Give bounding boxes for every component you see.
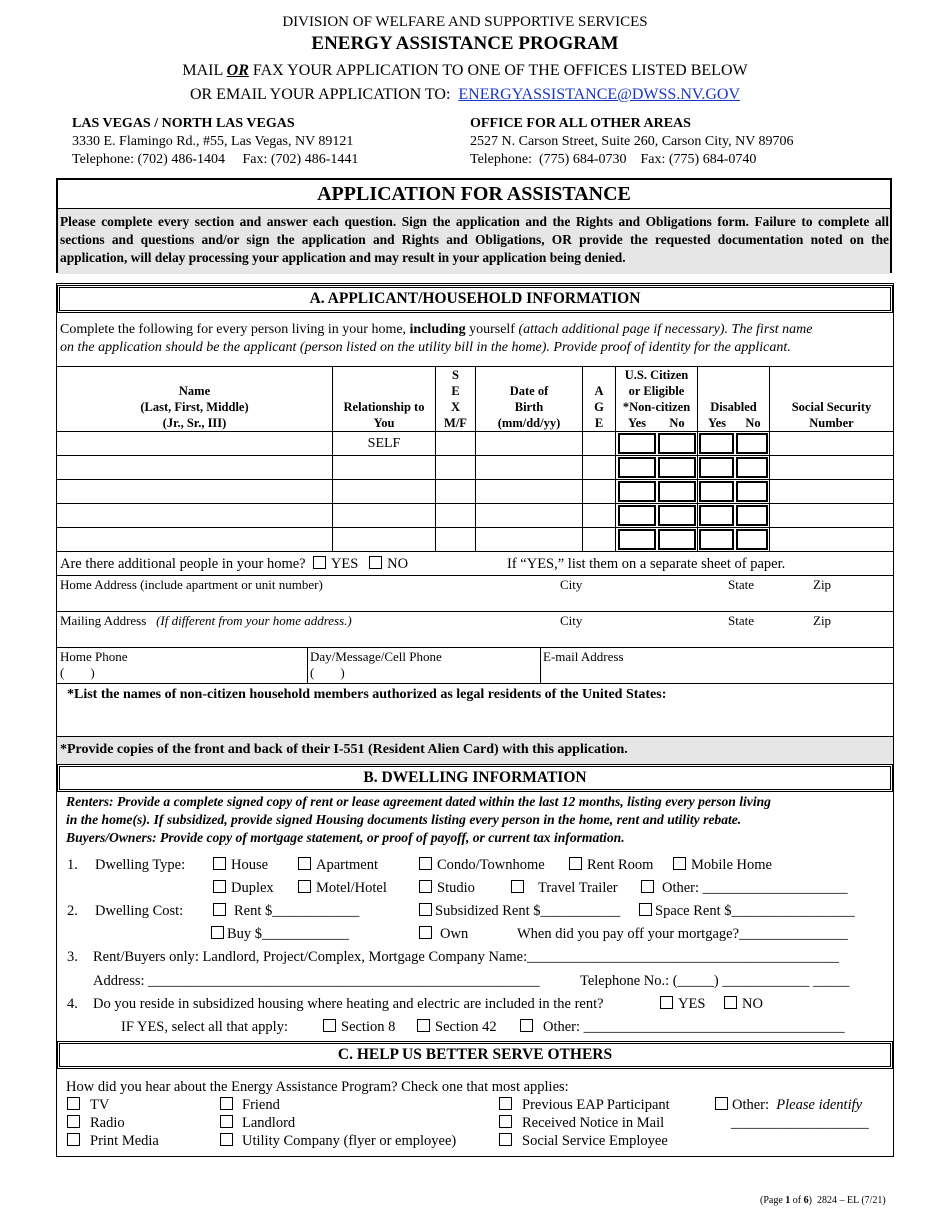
office-lv-title: LAS VEGAS / NORTH LAS VEGAS — [72, 116, 295, 131]
disabled-yes-cell[interactable] — [699, 529, 734, 550]
col-sex-l3: X — [450, 400, 461, 414]
renters-line-1: Renters: Provide a complete signed copy of rent or lease agreement dated within the last 12 months, listing every person living — [66, 794, 771, 809]
q2-number: 2. — [67, 903, 78, 919]
program-name: ENERGY ASSISTANCE PROGRAM — [311, 33, 619, 54]
disabled-no-cell[interactable] — [736, 529, 768, 550]
landlord-label: Landlord — [242, 1115, 296, 1131]
home-zip-label: Zip — [813, 577, 832, 592]
col-cit-l1: U.S. Citizen — [624, 368, 689, 382]
additional-q-text: Are there additional people in your home? — [60, 556, 306, 572]
col-name-header — [57, 383, 332, 431]
apartment-checkbox[interactable] — [298, 857, 311, 870]
tv-checkbox[interactable] — [67, 1097, 80, 1110]
cost-own[interactable] — [419, 926, 468, 943]
section8-option[interactable] — [323, 1019, 395, 1036]
col-age-l1: A — [594, 384, 604, 398]
previous-eap-label: Previous EAP Participant — [522, 1097, 670, 1113]
col-citizen-yes: Yes — [627, 416, 647, 430]
q4-no[interactable] — [724, 996, 763, 1013]
type-apartment[interactable] — [298, 857, 378, 874]
studio-label: Studio — [437, 880, 475, 896]
instr-pre: Complete the following for every person living in your home, — [60, 322, 410, 337]
disabled-yes-cell[interactable] — [699, 457, 734, 478]
phone-divider — [540, 647, 541, 683]
radio-label: Radio — [90, 1115, 125, 1131]
col-sex-l2: E — [451, 384, 460, 398]
citizen-no-cell[interactable] — [658, 529, 696, 550]
q3-number: 3. — [67, 949, 78, 965]
type-house[interactable] — [213, 857, 268, 874]
additional-yes-checkbox[interactable] — [313, 556, 326, 569]
footer-form-number: 2824 – EL (7/21) — [816, 1195, 886, 1206]
motel-checkbox[interactable] — [298, 880, 311, 893]
hear-tv[interactable] — [67, 1097, 109, 1114]
mail-or: OR — [226, 62, 249, 79]
additional-people-question — [60, 556, 408, 573]
buy-checkbox[interactable] — [211, 926, 224, 939]
tv-label: TV — [90, 1097, 110, 1113]
disabled-yes-cell[interactable] — [699, 433, 734, 454]
type-motel[interactable] — [298, 880, 387, 897]
cell-phone-label: Day/Message/Cell Phone — [310, 649, 442, 664]
q2-label: Dwelling Cost: — [95, 903, 184, 919]
condo-checkbox[interactable] — [419, 857, 432, 870]
mailing-label: Mailing Address — [60, 613, 147, 628]
section42-label: Section 42 — [435, 1019, 497, 1035]
q4-no-checkbox[interactable] — [724, 996, 737, 1009]
duplex-checkbox[interactable] — [213, 880, 226, 893]
application-title: APPLICATION FOR ASSISTANCE — [58, 180, 890, 209]
hear-utility[interactable] — [220, 1133, 456, 1150]
col-dob-l3: (mm/dd/yy) — [497, 416, 561, 430]
email-instruction — [0, 86, 930, 104]
email-link[interactable]: ENERGYASSISTANCE@DWSS.NV.GOV — [458, 86, 741, 103]
additional-no-label: NO — [387, 556, 409, 572]
mobile-home-label: Mobile Home — [691, 857, 772, 873]
travel-trailer-checkbox[interactable] — [511, 880, 524, 893]
subsidized-checkbox[interactable] — [419, 903, 432, 916]
cell-phone-paren: ( ) — [310, 665, 345, 680]
col-rel-l1: Relationship to — [343, 400, 425, 414]
other-hear-line: ___________________ — [731, 1115, 869, 1131]
rule — [57, 647, 893, 648]
additional-yes-label: YES — [330, 556, 359, 572]
col-ssn-l2: Number — [809, 416, 854, 430]
col-age-header — [583, 383, 615, 431]
q4-number: 4. — [67, 996, 78, 1012]
col-disabled-yes: Yes — [707, 416, 727, 430]
ifyes-label: IF YES, select all that apply: — [121, 1019, 288, 1035]
studio-checkbox[interactable] — [419, 880, 432, 893]
col-cit-l2: or Eligible — [628, 384, 685, 398]
landlord-checkbox[interactable] — [220, 1115, 233, 1128]
payoff-question: When did you pay off your mortgage?_______________ — [517, 926, 848, 942]
additional-no-checkbox[interactable] — [369, 556, 382, 569]
col-dob-header — [476, 383, 582, 431]
col-dob-l2: Birth — [514, 400, 544, 414]
section42-checkbox[interactable] — [417, 1019, 430, 1032]
friend-checkbox[interactable] — [220, 1097, 233, 1110]
i551-note: *Provide copies of the front and back of their I-551 (Resident Alien Card) with this application. — [60, 742, 628, 757]
rule — [57, 611, 893, 612]
home-phone-label: Home Phone — [60, 649, 128, 664]
disabled-no-cell[interactable] — [736, 481, 768, 502]
q3-label: Rent/Buyers only: Landlord, Project/Complex, Mortgage Company Name:___________________________________________ — [93, 949, 839, 965]
hear-previous-eap[interactable] — [499, 1097, 670, 1114]
table-bottom-rule — [57, 551, 893, 552]
citizen-yes-cell[interactable] — [618, 481, 656, 502]
hear-question: How did you hear about the Energy Assistance Program? Check one that most applies: — [66, 1079, 569, 1095]
section8-label: Section 8 — [341, 1019, 396, 1035]
q1-label: Dwelling Type: — [95, 857, 186, 873]
other-hear-note: Please identify — [776, 1097, 863, 1113]
col-citizen-header — [616, 367, 697, 415]
disabled-no-cell[interactable] — [736, 457, 768, 478]
duplex-label: Duplex — [231, 880, 274, 896]
q1-number: 1. — [67, 857, 78, 873]
other-subsidy-label: Other: ____________________________________ — [543, 1019, 845, 1035]
col-cit-l3: *Non-citizen — [622, 400, 691, 414]
footer-page-pre: (Page — [760, 1195, 786, 1206]
utility-label: Utility Company (flyer or employee) — [242, 1133, 457, 1149]
phone-divider — [307, 647, 308, 683]
print-media-label: Print Media — [90, 1133, 159, 1149]
hear-notice-mail[interactable] — [499, 1115, 664, 1132]
instr-italic-1: (attach additional page if necessary). The first name — [518, 322, 813, 337]
disabled-no-cell[interactable] — [736, 505, 768, 526]
office-lv-phones: Telephone: (702) 486-1404 Fax: (702) 486-1441 — [72, 152, 359, 167]
section-b-title: B. DWELLING INFORMATION — [59, 766, 891, 790]
mailing-zip-label: Zip — [813, 613, 832, 628]
other-hear-label: Other: — [732, 1097, 770, 1113]
division-name: DIVISION OF WELFARE AND SUPPORTIVE SERVICES — [282, 14, 648, 30]
home-state-label: State — [728, 577, 754, 592]
utility-checkbox[interactable] — [220, 1133, 233, 1146]
motel-label: Motel/Hotel — [316, 880, 387, 896]
citizen-no-cell[interactable] — [658, 457, 696, 478]
q4-yes-label: YES — [678, 996, 706, 1012]
type-mobile-home[interactable] — [673, 857, 772, 874]
q4-yes-checkbox[interactable] — [660, 996, 673, 1009]
citizen-yes-cell[interactable] — [618, 457, 656, 478]
section-c-title: C. HELP US BETTER SERVE OTHERS — [59, 1043, 891, 1067]
col-divider — [332, 366, 333, 551]
col-relationship-header — [333, 399, 435, 431]
rule — [57, 764, 893, 765]
q4-yes[interactable] — [660, 996, 705, 1013]
hear-radio[interactable] — [67, 1115, 125, 1132]
other-hear-checkbox[interactable] — [715, 1097, 728, 1110]
print-media-checkbox[interactable] — [67, 1133, 80, 1146]
citizen-no-cell[interactable] — [658, 433, 696, 454]
citizen-yes-cell[interactable] — [618, 529, 656, 550]
space-rent-label: Space Rent $_________________ — [655, 903, 855, 919]
citizen-yes-cell[interactable] — [618, 505, 656, 526]
mail-pre: MAIL — [182, 62, 227, 79]
travel-trailer-label: Travel Trailer — [538, 880, 618, 896]
section8-checkbox[interactable] — [323, 1019, 336, 1032]
disabled-yes-cell[interactable] — [699, 505, 734, 526]
mailing-city-label: City — [560, 613, 583, 628]
renters-line-2: in the home(s). If subsidized, provide signed Housing documents listing every person in the home, rent and utility rebate. — [66, 812, 742, 827]
rule — [57, 575, 893, 576]
rent-checkbox[interactable] — [213, 903, 226, 916]
cost-buy[interactable] — [211, 926, 349, 943]
address-line: Address: ______________________________________________________ — [93, 973, 540, 989]
footer-page-total: 6 — [803, 1195, 809, 1206]
telephone-line: Telephone No.: (_____) ____________ _____ — [580, 973, 850, 989]
office-other — [470, 115, 794, 169]
type-other[interactable] — [641, 880, 848, 897]
page-footer — [760, 1195, 886, 1206]
citizen-yes-cell[interactable] — [618, 433, 656, 454]
hear-other[interactable] — [715, 1097, 862, 1114]
social-service-checkbox[interactable] — [499, 1133, 512, 1146]
type-travel-trailer[interactable] — [511, 880, 618, 897]
owners-line: Buyers/Owners: Provide copy of mortgage statement, or proof of payoff, or current tax information. — [66, 830, 625, 845]
radio-checkbox[interactable] — [67, 1115, 80, 1128]
col-divider — [697, 366, 698, 551]
type-condo[interactable] — [419, 857, 545, 874]
footer-page-mid: of — [790, 1195, 804, 1206]
cost-space-rent[interactable] — [639, 903, 855, 920]
disabled-no-cell[interactable] — [736, 433, 768, 454]
office-lv-address: 3330 E. Flamingo Rd., #55, Las Vegas, NV 89121 — [72, 134, 354, 149]
col-ssn-header — [770, 399, 893, 431]
footer-page-post: ) — [808, 1195, 812, 1206]
other-type-checkbox[interactable] — [641, 880, 654, 893]
col-sex-l4: M/F — [444, 416, 467, 430]
col-age-l2: G — [594, 400, 604, 414]
type-rent-room[interactable] — [569, 857, 653, 874]
application-box — [56, 178, 892, 273]
cost-subsidized[interactable] — [419, 903, 620, 920]
footer-page-num: 1 — [785, 1195, 791, 1206]
office-other-address: 2527 N. Carson Street, Suite 260, Carson City, NV 89706 — [470, 134, 794, 149]
col-sex-l1: S — [452, 368, 459, 382]
section-a-title: A. APPLICANT/HOUSEHOLD INFORMATION — [59, 287, 891, 311]
mobile-home-checkbox[interactable] — [673, 857, 686, 870]
hear-landlord[interactable] — [220, 1115, 295, 1132]
application-intro: Please complete every section and answer each question. Sign the application and the Rights and Obligations form. Failure to complete all sections and questions and/or sign the application and Rights and Obligations, OR provide the requested documentation noted on the application, will delay processing your application and may result in your application being denied. — [58, 209, 890, 274]
mailing-address-label — [60, 613, 352, 629]
mail-post: FAX YOUR APPLICATION TO ONE OF THE OFFICES LISTED BELOW — [248, 62, 748, 79]
space-rent-checkbox[interactable] — [639, 903, 652, 916]
section-a-instruction-2: on the application should be the applicant (person listed on the utility bill in the home). Provide proof of identity for the applicant. — [60, 340, 791, 355]
citizen-no-cell[interactable] — [658, 481, 696, 502]
home-phone-paren: ( ) — [60, 665, 95, 680]
mailing-state-label: State — [728, 613, 754, 628]
buy-label: Buy $____________ — [227, 926, 350, 942]
type-duplex[interactable] — [213, 880, 274, 897]
email-pre: OR EMAIL YOUR APPLICATION TO: — [189, 86, 451, 103]
citizen-no-cell[interactable] — [658, 505, 696, 526]
own-checkbox[interactable] — [419, 926, 432, 939]
type-studio[interactable] — [419, 880, 475, 897]
notice-mail-checkbox[interactable] — [499, 1115, 512, 1128]
friend-label: Friend — [242, 1097, 280, 1113]
col-citizen-no: No — [669, 416, 685, 430]
section-a-instruction-1 — [60, 322, 812, 338]
home-city-label: City — [560, 577, 583, 592]
social-service-label: Social Service Employee — [522, 1133, 668, 1149]
hear-friend[interactable] — [220, 1097, 280, 1114]
subsidized-label: Subsidized Rent $___________ — [435, 903, 621, 919]
col-divider — [769, 366, 770, 551]
previous-eap-checkbox[interactable] — [499, 1097, 512, 1110]
col-name-l2: (Last, First, Middle) — [140, 400, 249, 414]
col-disabled-header: Disabled — [710, 400, 757, 414]
rent-room-label: Rent Room — [587, 857, 654, 873]
own-label: Own — [440, 926, 469, 942]
home-address-label: Home Address (include apartment or unit number) — [60, 577, 323, 592]
condo-label: Condo/Townhome — [437, 857, 545, 873]
mail-instruction — [0, 62, 930, 80]
email-label: E-mail Address — [543, 649, 624, 664]
hear-print-media[interactable] — [67, 1133, 159, 1150]
col-ssn-l1: Social Security — [791, 400, 872, 414]
mailing-note: (If different from your home address.) — [156, 613, 352, 628]
office-other-phones: Telephone: (775) 684-0730 Fax: (775) 684-0740 — [470, 152, 757, 167]
other-subsidy-checkbox[interactable] — [520, 1019, 533, 1032]
q4-label: Do you reside in subsidized housing where heating and electric are included in the rent? — [93, 996, 604, 1012]
col-dob-l1: Date of — [509, 384, 549, 398]
house-label: House — [231, 857, 269, 873]
relationship-self: SELF — [367, 436, 401, 451]
office-other-title: OFFICE FOR ALL OTHER AREAS — [470, 116, 691, 131]
other-type-label: Other: ____________________ — [662, 880, 848, 896]
col-name-l3: (Jr., Sr., III) — [162, 416, 227, 430]
q4-no-label: NO — [742, 996, 763, 1012]
rent-room-checkbox[interactable] — [569, 857, 582, 870]
noncitizen-list-label: *List the names of non-citizen household members authorized as legal residents of the United States: — [67, 687, 667, 702]
col-rel-l2: You — [373, 416, 395, 430]
col-disabled-no: No — [745, 416, 761, 430]
apartment-label: Apartment — [316, 857, 379, 873]
instr-bold: including — [409, 322, 466, 337]
section42-option[interactable] — [417, 1019, 497, 1036]
main-form — [56, 283, 894, 1157]
col-name-l1: Name — [178, 384, 211, 398]
hear-social-service[interactable] — [499, 1133, 668, 1150]
house-checkbox[interactable] — [213, 857, 226, 870]
notice-mail-label: Received Notice in Mail — [522, 1115, 665, 1131]
disabled-yes-cell[interactable] — [699, 481, 734, 502]
rent-label: Rent $____________ — [234, 903, 360, 919]
office-las-vegas — [72, 115, 358, 169]
col-sex-header — [436, 367, 475, 431]
rule — [57, 683, 893, 684]
other-subsidy-option[interactable] — [520, 1019, 845, 1036]
cost-rent[interactable] — [213, 903, 359, 920]
instr-mid: yourself — [465, 322, 519, 337]
additional-people-note: If “YES,” list them on a separate sheet of paper. — [507, 556, 786, 572]
col-age-l3: E — [594, 416, 604, 430]
